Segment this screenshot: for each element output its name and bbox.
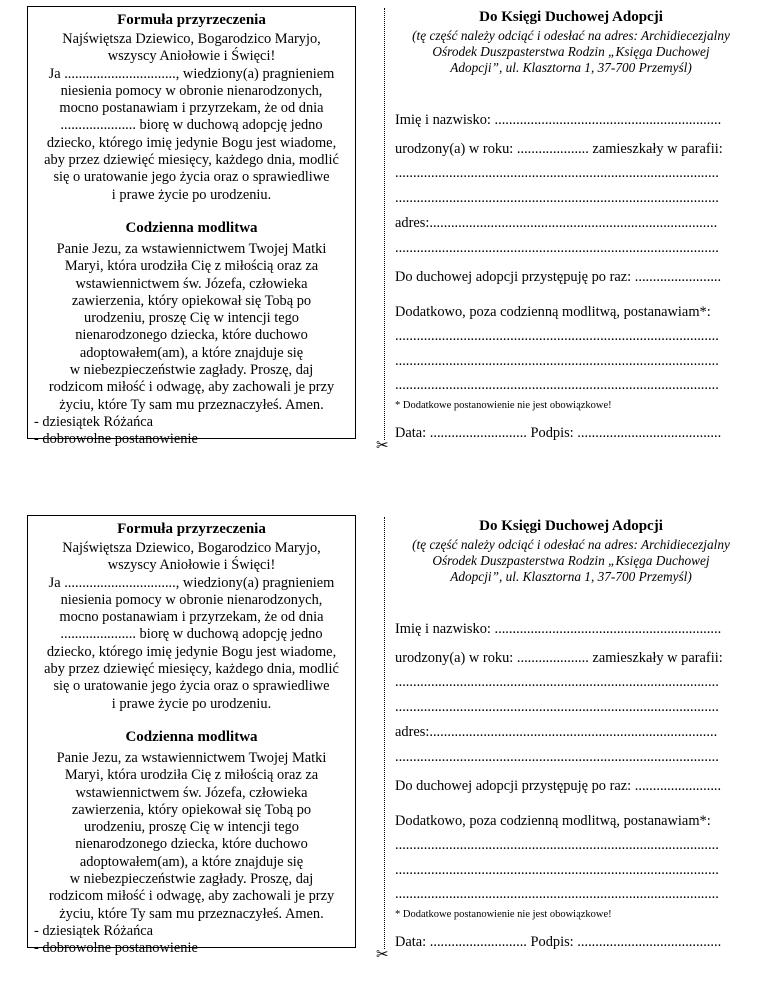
scissors-icon: ✂ [376, 945, 389, 963]
prayer-text: Panie Jezu, za wstawiennictwem Twojej Matki Maryi, która urodziła Cię z miłością oraz za wstawiennictwem św. Józefa, człowieka zawierzenia, który opiekował się Tobą po urodzeniu, proszę Cię w intencji tego nienarodzonego dziecka, które duchowo adoptowałem(am), a które znajduje się w niebezpieczeństwie zagłady. Proszę, daj rodzicom miłość i odwagę, aby zachowali je przy życiu, które Ty sam mu przeznaczyłeś. Amen. [48, 749, 335, 922]
address-field[interactable]: adres:................................................................................ [395, 215, 718, 231]
resolution-line-2[interactable]: .......................................................................................... [395, 353, 719, 369]
parish-line-2[interactable]: .......................................................................................... [395, 699, 719, 715]
cut-line [384, 517, 385, 949]
rosary-option: - dziesiątek Różańca [34, 922, 154, 939]
resolution-note: * Dodatkowe postanowienie nie jest obowiązkowe! [395, 400, 612, 411]
pledge-text: Najświętsza Dziewico, Bogarodzico Maryjo, wszyscy Aniołowie i Święci! Ja ..............................., wiedziony(a) pragnieniem niesienia pomocy w obronie nienarodzonych, mocno postanawiam i przyrzekam, że od dnia ..................... biorę w duchową adopcję jedno dziecko, którego imię jedynie Bogu jest wiadome, aby przez dziewięć miesięcy, każdego dnia, modlić się o uratowanie jego życia oraz o sprawiedliwe i prawe życie po urodzeniu. [44, 31, 339, 203]
form-title: Do Księgi Duchowej Adopcji [479, 518, 663, 534]
resolution-note: * Dodatkowe postanowienie nie jest obowiązkowe! [395, 909, 612, 920]
adoption-card-top [0, 0, 768, 460]
prayer-title: Codzienna modlitwa [125, 728, 258, 745]
voluntary-option: - dobrowolne postanowienie [34, 431, 198, 448]
resolution-line-1[interactable]: .......................................................................................... [395, 837, 719, 853]
address-line-2[interactable]: .......................................................................................... [395, 749, 719, 765]
pledge-title: Formuła przyrzeczenia [117, 521, 266, 537]
prayer-text: Panie Jezu, za wstawiennictwem Twojej Matki Maryi, która urodziła Cię z miłością oraz za wstawiennictwem św. Józefa, człowieka zawierzenia, który opiekował się Tobą po urodzeniu, proszę Cię w intencji tego nienarodzonego dziecka, które duchowo adoptowałem(am), a które znajduje się w niebezpieczeństwie zagłady. Proszę, daj rodzicom miłość i odwagę, aby zachowali je przy życiu, które Ty sam mu przeznaczyłeś. Amen. [48, 240, 335, 413]
adoption-form [395, 8, 747, 441]
resolution-label: Dodatkowo, poza codzienną modlitwą, postanawiam*: [395, 813, 711, 829]
prayer-title: Codzienna modlitwa [125, 219, 258, 236]
resolution-line-3[interactable]: .......................................................................................... [395, 377, 719, 393]
rosary-option: - dziesiątek Różańca [34, 413, 154, 430]
adoption-card-bottom [0, 509, 768, 969]
pledge-box [27, 515, 356, 957]
resolution-label: Dodatkowo, poza codzienną modlitwą, postanawiam*: [395, 304, 711, 320]
mailing-address: (tę część należy odciąć i odesłać na adres: Archidiecezjalny Ośrodek Duszpasterstwa Rodzin „Księga Duchowej Adopcji”, ul. Klasztorna 1, 37-700 Przemyśl) [412, 537, 730, 584]
resolution-line-3[interactable]: .......................................................................................... [395, 886, 719, 902]
voluntary-option: - dobrowolne postanowienie [34, 940, 198, 957]
adoption-count-field[interactable]: Do duchowej adopcji przystępuję po raz: ........................ [395, 778, 722, 794]
pledge-text: Najświętsza Dziewico, Bogarodzico Maryjo, wszyscy Aniołowie i Święci! Ja ..............................., wiedziony(a) pragnieniem niesienia pomocy w obronie nienarodzonych, mocno postanawiam i przyrzekam, że od dnia ..................... biorę w duchową adopcję jedno dziecko, którego imię jedynie Bogu jest wiadome, aby przez dziewięć miesięcy, każdego dnia, modlić się o uratowanie jego życia oraz o sprawiedliwe i prawe życie po urodzeniu. [44, 540, 339, 712]
birth-year-parish-field[interactable]: urodzony(a) w roku: .................... zamieszkały w parafii: [395, 141, 723, 157]
address-field[interactable]: adres:................................................................................ [395, 724, 718, 740]
parish-line-2[interactable]: .......................................................................................... [395, 190, 719, 206]
mailing-address: (tę część należy odciąć i odesłać na adres: Archidiecezjalny Ośrodek Duszpasterstwa Rodzin „Księga Duchowej Adopcji”, ul. Klasztorna 1, 37-700 Przemyśl) [412, 28, 730, 75]
address-line-2[interactable]: .......................................................................................... [395, 240, 719, 256]
adoption-form [395, 517, 747, 950]
form-title: Do Księgi Duchowej Adopcji [479, 9, 663, 25]
parish-line[interactable]: .......................................................................................... [395, 674, 719, 690]
date-signature-field[interactable]: Data: ........................... Podpis: ........................................ [395, 425, 722, 441]
cut-line [384, 8, 385, 440]
parish-line[interactable]: .......................................................................................... [395, 165, 719, 181]
pledge-box [27, 6, 356, 448]
pledge-title: Formuła przyrzeczenia [117, 12, 266, 28]
resolution-line-2[interactable]: .......................................................................................... [395, 862, 719, 878]
name-field[interactable]: Imię i nazwisko: ............................................................... [395, 621, 722, 637]
birth-year-parish-field[interactable]: urodzony(a) w roku: .................... zamieszkały w parafii: [395, 650, 723, 666]
date-signature-field[interactable]: Data: ........................... Podpis: ........................................ [395, 934, 722, 950]
adoption-count-field[interactable]: Do duchowej adopcji przystępuję po raz: ........................ [395, 269, 722, 285]
name-field[interactable]: Imię i nazwisko: ............................................................... [395, 112, 722, 128]
resolution-line-1[interactable]: .......................................................................................... [395, 328, 719, 344]
scissors-icon: ✂ [376, 436, 389, 454]
